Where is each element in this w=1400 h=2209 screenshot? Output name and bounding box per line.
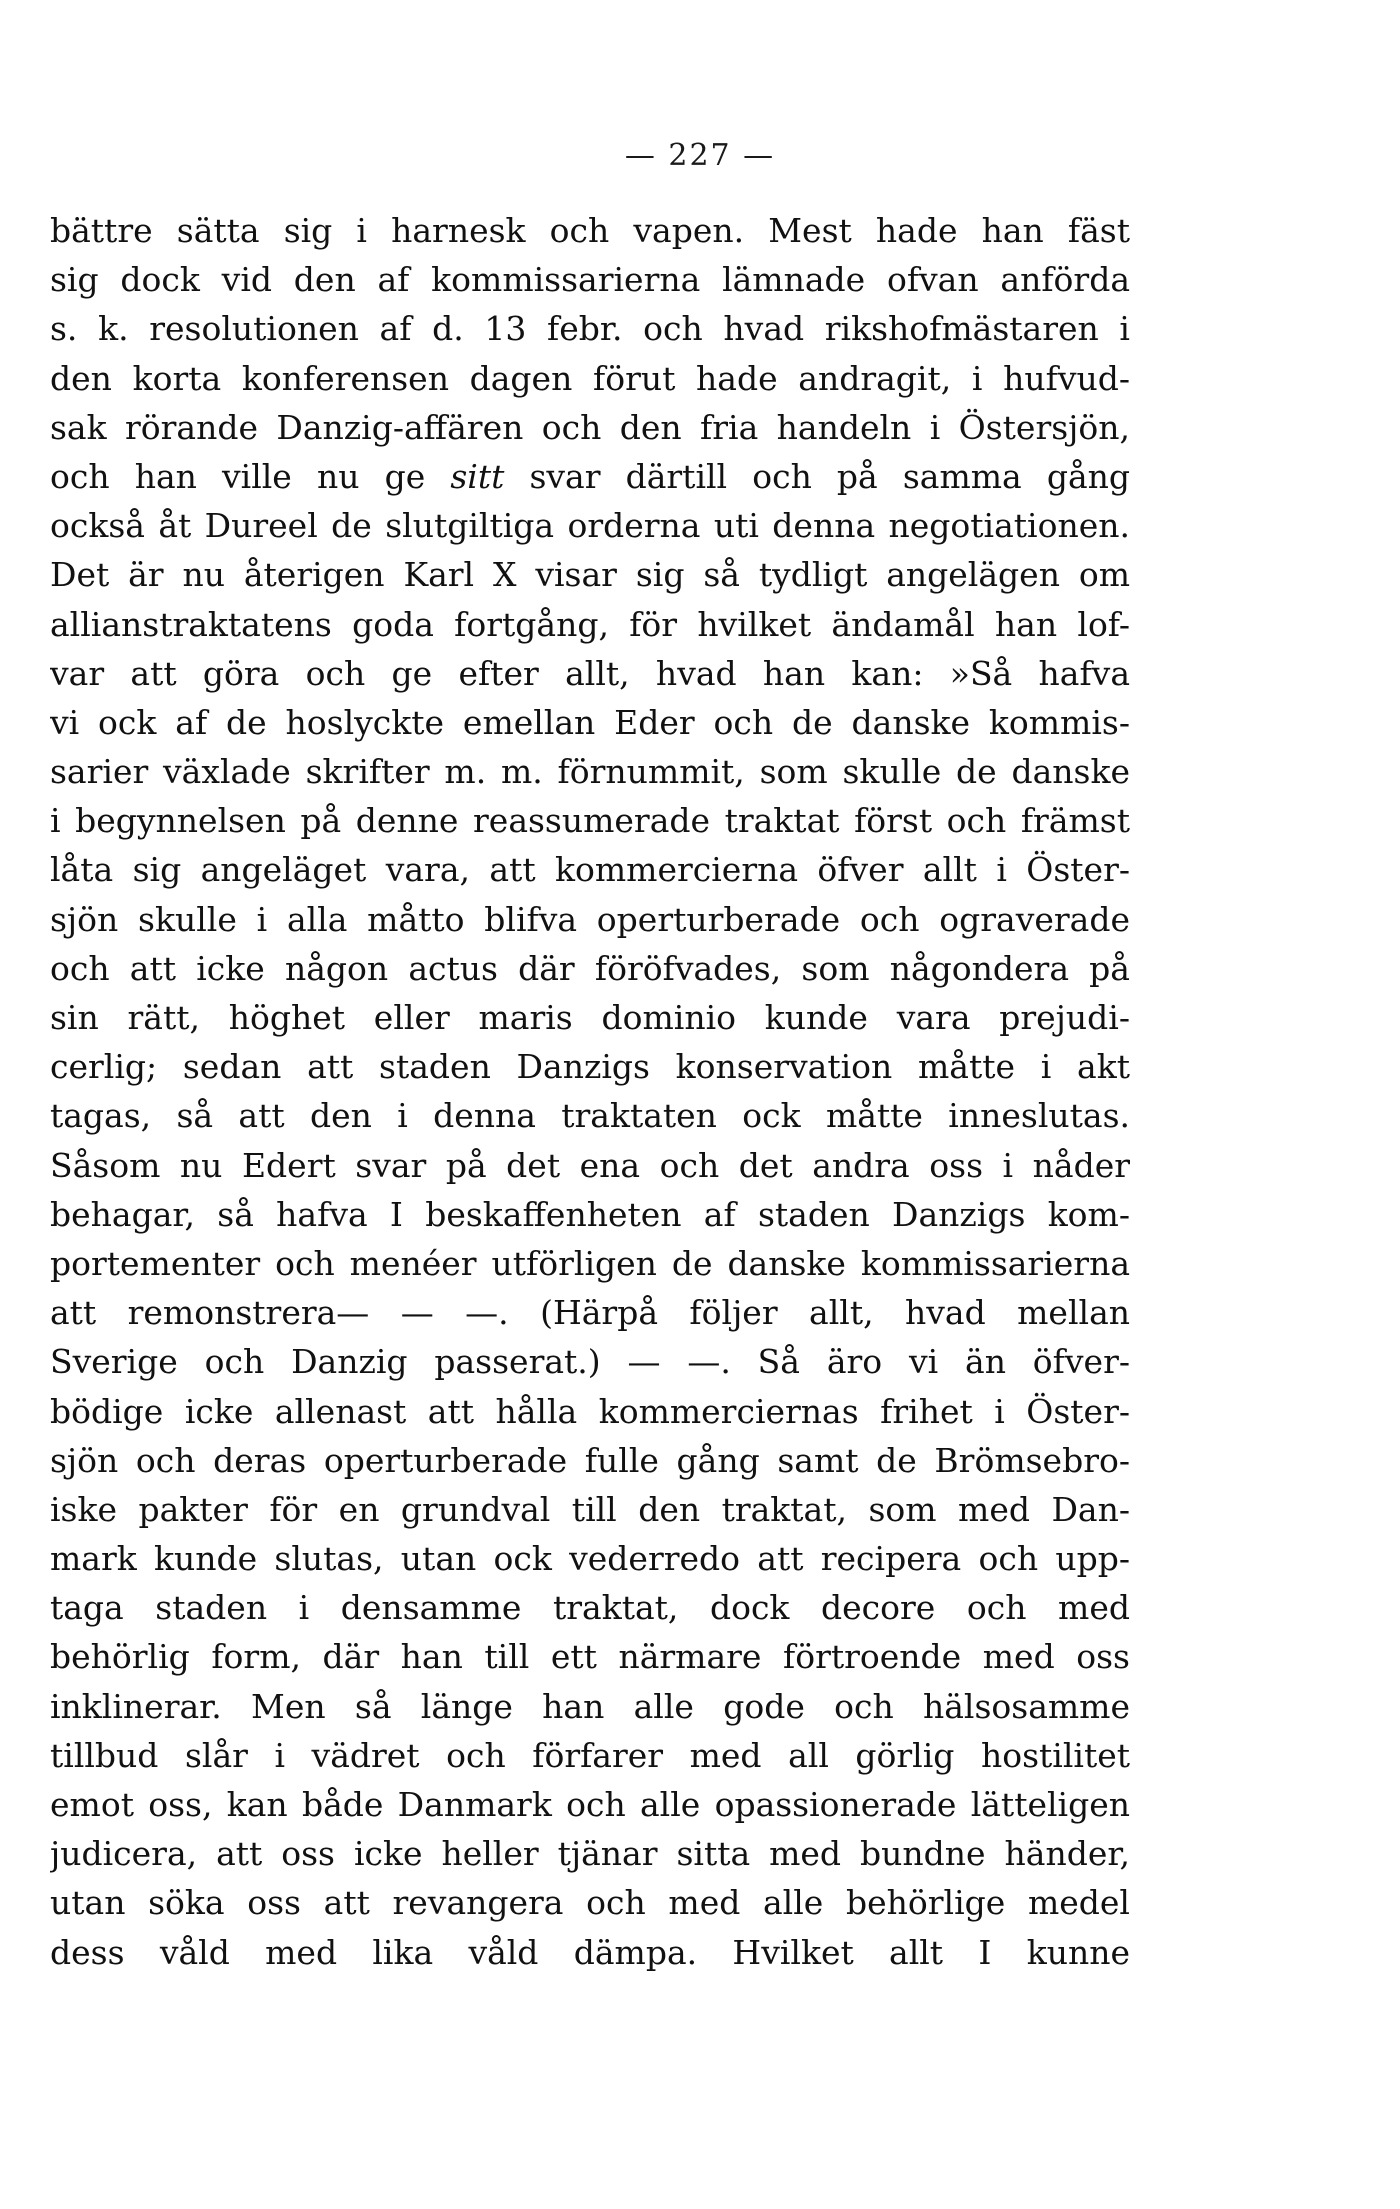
text-line: och att icke någon actus där föröfvades, som någondera på [50,948,1130,988]
text-line: bättre sätta sig i harnesk och vapen. Mest hade han fäst [50,211,1130,250]
text-line: tagas, så att den i denna traktaten ock måtte inneslutas. [50,1096,1130,1136]
text-line: behörlig form, där han till ett närmare förtroende med oss [50,1637,1130,1677]
text-line: taga staden i densamme traktat, dock decore och med [50,1588,1130,1628]
text-line: var att göra och ge efter allt, hvad han kan: »Så hafva [50,653,1130,693]
text-line: vi ock af de hoslyckte emellan Eder och de danske kommis- [50,702,1130,742]
text-line: sjön skulle i alla måtto blifva operturberade och ograverade [50,899,1130,939]
text-line: Såsom nu Edert svar på det ena och det andra oss i nåder [50,1145,1130,1185]
text-line: sarier växlade skrifter m. m. förnummit, som skulle de danske [50,752,1130,792]
text-line: iske pakter för en grundval till den traktat, som med Dan- [50,1489,1130,1529]
text-line: portementer och menéer utförligen de danske kommissarierna [50,1243,1130,1283]
text-line: sak rörande Danzig-affären och den fria handeln i Östersjön, [50,407,1130,447]
text-line: mark kunde slutas, utan ock vederredo att recipera och upp- [50,1539,1130,1579]
text-line: cerlig; sedan att staden Danzigs konservation måtte i akt [50,1047,1130,1087]
text-line: behagar, så hafva I beskaffenheten af staden Danzigs kom- [50,1194,1130,1234]
text-line: tillbud slår i vädret och förfarer med all görlig hostilitet [50,1735,1130,1775]
text-line: och han ville nu ge sitt svar därtill och på samma gång [50,456,1130,496]
text-line: också åt Dureel de slutgiltiga orderna uti denna negotiationen. [50,506,1130,546]
text-line: utan söka oss att revangera och med alle behörlige medel [50,1883,1130,1923]
text-line: allianstraktatens goda fortgång, för hvilket ändamål han lof- [50,604,1130,644]
text-line: inklinerar. Men så länge han alle gode och hälsosamme [50,1686,1130,1726]
text-line: att remonstrera— — —. (Härpå följer allt, hvad mellan [50,1293,1130,1333]
text-line: s. k. resolutionen af d. 13 febr. och hvad rikshofmästaren i [50,309,1130,349]
text-line: emot oss, kan både Danmark och alle opassionerade lätteligen [50,1785,1130,1824]
text-line: bödige icke allenast att hålla kommerciernas frihet i Öster- [50,1391,1130,1431]
text-line: sin rätt, höghet eller maris dominio kunde vara prejudi- [50,998,1130,1037]
body-text [50,206,1130,1977]
text-line: den korta konferensen dagen förut hade andragit, i hufvud- [50,358,1130,398]
text-line: dess våld med lika våld dämpa. Hvilket allt I kunne [50,1932,1130,1972]
page-number: — 227 — [624,138,776,173]
text-line: i begynnelsen på denne reassumerade traktat först och främst [50,801,1130,841]
text-line: sig dock vid den af kommissarierna lämnade ofvan anförda [50,260,1130,300]
text-line: judicera, att oss icke heller tjänar sitta med bundne händer, [50,1834,1130,1874]
text-line: Det är nu återigen Karl X visar sig så tydligt angelägen om [50,555,1130,595]
text-line: låta sig angeläget vara, att kommercierna öfver allt i Öster- [50,850,1130,890]
text-line: sjön och deras operturberade fulle gång samt de Brömsebro- [50,1440,1130,1480]
text-line: Sverige och Danzig passerat.) — —. Så äro vi än öfver- [50,1342,1130,1382]
